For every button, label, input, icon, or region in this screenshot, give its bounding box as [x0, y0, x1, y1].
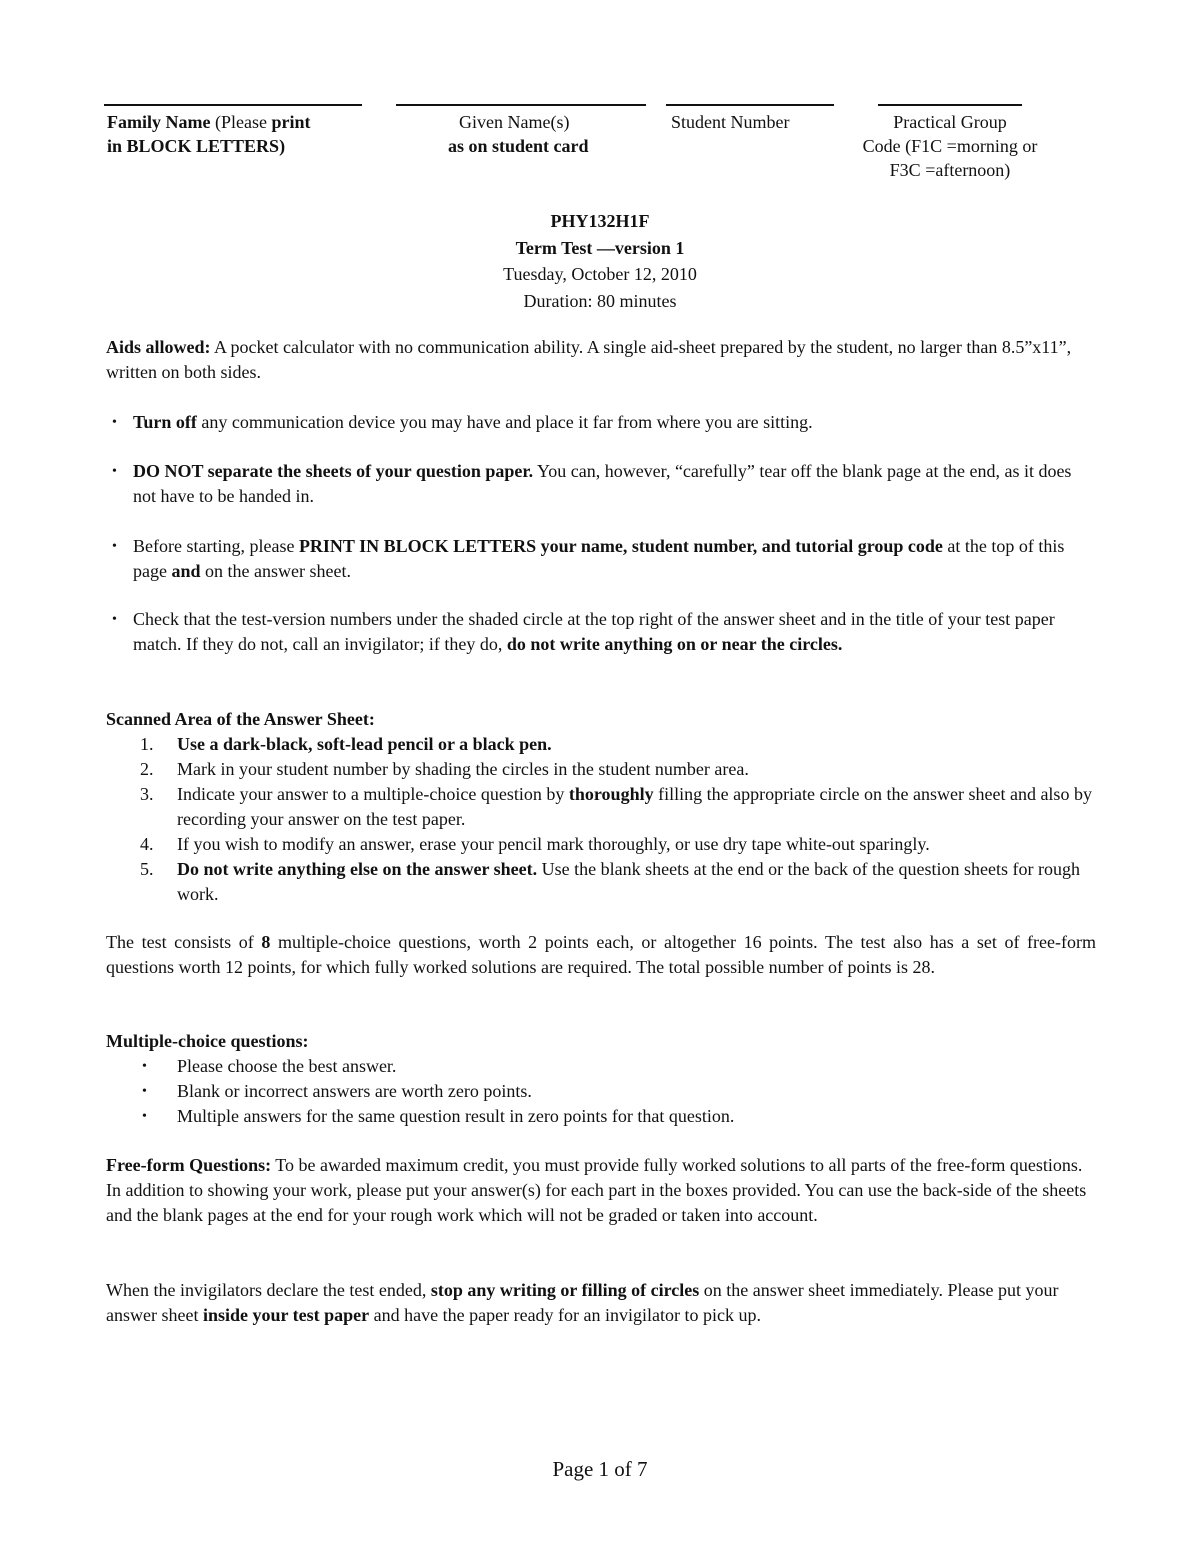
- course-code: PHY132H1F: [550, 211, 650, 231]
- free-form-label: Free-form Questions:: [106, 1155, 272, 1175]
- list-item: 4. If you wish to modify an answer, erase your pencil mark thoroughly, or use dry tape white-out sparingly.: [140, 834, 930, 854]
- test-consists-paragraph: The test consists of 8 multiple-choice questions, worth 2 points each, or altogether 16 points. The test also has a set of free-form questions worth 12 points, for which fully worked solutions are required. The total possible number of points is 28.: [106, 932, 1096, 977]
- page-number: Page 1 of 7: [552, 1457, 648, 1481]
- list-item: 5. Do not write anything else on the answer sheet. Use the blank sheets at the end or the back of the question sheets for rough work.: [140, 859, 1081, 904]
- test-ending-paragraph: When the invigilators declare the test ended, stop any writing or filling of circles on the answer sheet immediately. Please put your answer sheet inside your test paper and have the paper ready for an invigilator to pick up.: [106, 1280, 1059, 1325]
- given-name-label: Given Name(s) as on student card: [448, 112, 589, 156]
- aids-label: Aids allowed:: [106, 337, 211, 357]
- test-date: Tuesday, October 12, 2010: [503, 264, 697, 284]
- list-item: • Multiple answers for the same question result in zero points for that question.: [140, 1104, 1100, 1129]
- bullet-icon: •: [142, 1084, 147, 1099]
- title-block: [0, 208, 1200, 314]
- bullet-print-block-letters: • Before starting, please PRINT IN BLOCK LETTERS your name, student number, and tutorial group code at the top of this page and on the answer sheet.: [112, 536, 1065, 581]
- bullet-turn-off: • Turn off any communication device you may have and place it far from where you are sitting.: [112, 410, 1096, 435]
- list-item: 3. Indicate your answer to a multiple-choice question by thoroughly filling the appropriate circle on the answer sheet and also by recording your answer on the test paper.: [140, 784, 1092, 829]
- scanned-area-heading: Scanned Area of the Answer Sheet:: [106, 709, 375, 729]
- list-item: 2. Mark in your student number by shading the circles in the student number area.: [140, 759, 749, 779]
- list-item: • Blank or incorrect answers are worth zero points.: [140, 1079, 1100, 1104]
- list-item: 1. Use a dark-black, soft-lead pencil or a black pen.: [140, 734, 552, 754]
- given-name-line: [396, 104, 646, 106]
- bullet-icon: •: [142, 1109, 147, 1124]
- family-name-bold: Family Name: [107, 112, 211, 132]
- family-name-line: [104, 104, 362, 106]
- aids-allowed-paragraph: Aids allowed: A pocket calculator with no communication ability. A single aid-sheet prepared by the student, no larger than 8.5”x11”, written on both sides.: [106, 337, 1072, 382]
- scanned-area-list: [140, 732, 1100, 907]
- bullet-check-version: • Check that the test-version numbers under the shaded circle at the top right of the answer sheet and in the title of your test paper match. If they do not, call an invigilator; if they do, do not write anything on or near the circles.: [112, 609, 1055, 654]
- bullet-icon: •: [112, 415, 117, 430]
- free-form-paragraph: Free-form Questions: To be awarded maximum credit, you must provide fully worked solutions to all parts of the free-form questions. In addition to showing your work, please put your answer(s) for each part in the boxes provided. You can use the back-side of the sheets and the blank pages at the end for your rough work which will not be graded or taken into account.: [106, 1155, 1087, 1225]
- multiple-choice-heading: Multiple-choice questions:: [106, 1031, 309, 1051]
- multiple-choice-list: [140, 1054, 1100, 1129]
- practical-group-line: [878, 104, 1022, 106]
- bullet-do-not-separate: • DO NOT separate the sheets of your question paper. You can, however, “carefully” tear off the blank page at the end, as it does not have to be handed in.: [112, 461, 1072, 506]
- family-name-label: Family Name (Please print in BLOCK LETTERS): [107, 112, 311, 156]
- family-name-line2: in BLOCK LETTERS): [107, 136, 286, 156]
- bullet-icon: •: [142, 1059, 147, 1074]
- test-version: Term Test —version 1: [515, 237, 685, 258]
- bullet-icon: •: [112, 612, 117, 627]
- student-number-label: Student Number: [671, 112, 790, 132]
- given-name-sub: as on student card: [448, 136, 589, 156]
- list-item: • Please choose the best answer.: [140, 1054, 1100, 1079]
- practical-group-label: Practical Group Code (F1C =morning or F3C =afternoon): [862, 112, 1038, 180]
- student-number-line: [666, 104, 834, 106]
- test-duration: Duration: 80 minutes: [523, 290, 677, 311]
- bullet-icon: •: [112, 539, 117, 554]
- bullet-icon: •: [112, 464, 117, 479]
